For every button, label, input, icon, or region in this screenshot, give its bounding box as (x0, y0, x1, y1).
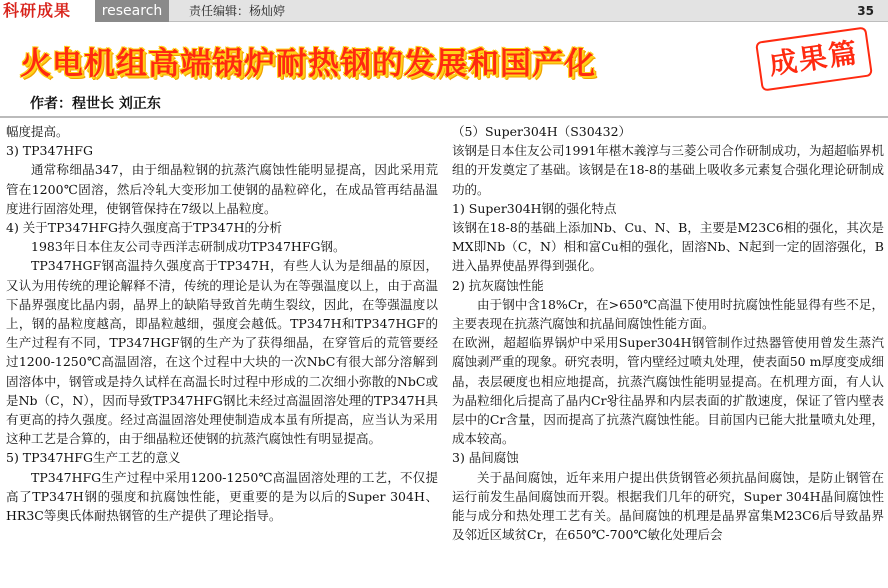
header-divider (0, 116, 888, 118)
paragraph: TP347HFG生产过程中采用1200-1250℃高温固溶处理的工艺，不仅提高了TP347H钢的强度和抗腐蚀性能，更重要的是为以后的Super 304H、HR3C等奥氏体耐热钢管的生产提供了理论指导。 (6, 469, 438, 524)
paragraph: 在欧洲，超超临界锅炉中采用Super304H钢管制作过热器管使用曾发生蒸汽腐蚀剥严重的现象。研究表明，管内壁经过喷丸处理，使表面50 m厚度变成细晶，表层硬度也相应地提高，抗蒸汽腐蚀性能明显提高。在机理方面，有人认为晶粒细化后提高了晶内Cr왕往晶界和内层表面的扩散速度，保证了管内壁表层中的Cr含量，因而提高了抗蒸汽腐蚀性能。目前国内已能大批量喷丸处理，成本较高。 (452, 335, 884, 447)
paragraph: 幅度提高。 (6, 124, 69, 139)
subheading: （5）Super304H（S30432） (452, 124, 632, 139)
paragraph: 关于晶间腐蚀，近年来用户提出供货钢管必须抗晶间腐蚀，是防止钢管在运行前发生晶间腐蚀而开裂。根据我们几年的研究，Super 304H晶间腐蚀性能与成分和热处理工艺有关。晶间腐蚀的机理是晶界富集M23C6后导致晶界及邻近区域贫Cr，在650℃-700℃敏化处理后会 (452, 469, 884, 543)
subheading: 2) 抗灰腐蚀性能 (452, 277, 544, 293)
editor-credit: 责任编辑：杨灿婷 (189, 4, 286, 18)
subheading: 4) 关于TP347HFG持久强度高于TP347H的分析 (6, 220, 282, 236)
stamp-text: 成果篇 (767, 35, 861, 82)
paragraph: TP347HGF钢高温持久强度高于TP347H，有些人认为是细晶的原因，又认为用传统的理论解释不清，传统的理论是认为在等强温度以上，由于高温下晶界强度比晶内弱，晶界上的缺陷导致首先萌生裂纹，因此，在等强温度以上，钢的晶粒度越高，即晶粒越细，强度会越低。TP347H和TP347HGF的生产过程有不同，TP347HGF钢的生产为了获得细晶，在穿管后的荒管要经过1200-1250℃高温固溶，在这个过程中大块的一次NbC有很大部分溶解到固溶体中，钢管或是持久试样在高温长时过程中形成的二次细小弥散的NbC或是Nb（C，N），因而导致TP347HFG钢比未经过高温固溶处理的TP347H具有更高的持久强度。经过高温固溶处理使制造成本虽有所提高，应当认为采用这种工艺是合算的，由于细晶粒还使钢的抗蒸汽腐蚀性有明显提高。 (6, 258, 438, 447)
subheading: 5) TP347HFG生产工艺的意义 (6, 450, 181, 466)
article-title: 火电机组高端锅炉耐热钢的发展和国产化 (20, 46, 596, 82)
editor-strip (169, 0, 888, 22)
page-header (0, 0, 888, 22)
paragraph: 1983年日本住友公司寺西洋志研制成功TP347HFG钢。 (31, 239, 346, 255)
paragraph: 该钢在18-8的基础上添加Nb、Cu、N、B，主要是M23C6相的强化，其次是MX即Nb（C，N）相和富Cu相的强化，固溶Nb、N起到一定的固溶强化，B进入晶界使晶界得到强化。 (452, 220, 884, 274)
section-tab: research (95, 0, 169, 22)
article-authors: 作者：程世长 刘正东 (30, 96, 161, 112)
brand-label: 科研成果 (0, 0, 95, 22)
subheading: 1) Super304H钢的强化特点 (452, 200, 617, 216)
section-stamp (755, 26, 873, 91)
subheading: 3) TP347HFG (6, 143, 93, 159)
left-column (6, 122, 438, 525)
page-number: 35 (857, 4, 874, 18)
paragraph: 该钢是日本住友公司1991年椹木義淳与三菱公司合作研制成功，为超超临界机组的开发奠定了基础。该钢是在18-8的基础上吸收多元素复合强化理论研制成功的。 (452, 143, 884, 197)
paragraph: 通常称细晶347，由于细晶粒钢的抗蒸汽腐蚀性能明显提高，因此采用荒管在1200℃固溶，然后冷轧大变形加工使钢的晶粒碎化，在成品管再结晶温度进行固溶处理，使钢管保持在7级以上晶粒度。 (6, 162, 438, 216)
subheading: 3) 晶间腐蚀 (452, 450, 519, 466)
right-column (452, 122, 884, 544)
paragraph: 由于钢中含18%Cr，在>650℃高温下使用时抗腐蚀性能显得有些不足，主要表现在抗蒸汽腐蚀和抗晶间腐蚀性能方面。 (452, 296, 884, 332)
